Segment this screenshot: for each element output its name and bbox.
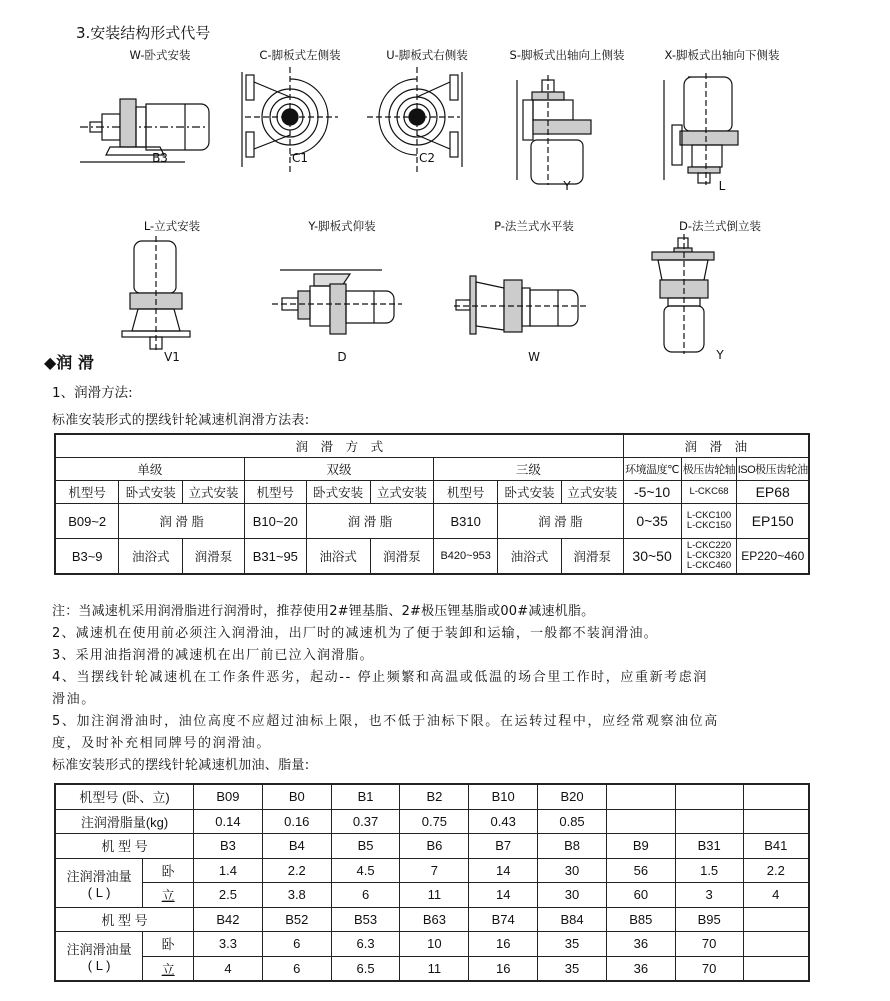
col-vertical: 立式安装 — [183, 481, 245, 504]
model-cell: B6 — [400, 834, 469, 859]
model-cell: B310 — [434, 504, 498, 539]
model-cell: B95 — [675, 907, 743, 932]
oil-col-gear: 极压齿轮轴 — [681, 458, 737, 481]
stage-single: 单级 — [55, 458, 244, 481]
model-cell: B31 — [675, 834, 743, 859]
value-cell: 60 — [606, 883, 675, 908]
value-cell: 2.2 — [743, 858, 809, 883]
model-cell: B31~95 — [244, 539, 306, 575]
value-cell: 10 — [400, 932, 469, 957]
method-cell: 油浴式 — [119, 539, 183, 575]
row-label: 机 型 号 — [55, 834, 194, 859]
value-cell: 11 — [400, 883, 469, 908]
col-horizontal: 卧式安装 — [306, 481, 370, 504]
value-cell: 35 — [538, 932, 607, 957]
model-cell: B09 — [194, 784, 263, 809]
gear-oil-grade: L-CKC150 — [686, 520, 732, 531]
shaft-up-side-mount-drawing — [487, 65, 647, 185]
oil-quantity-label — [55, 858, 143, 907]
value-cell: 0.14 — [194, 809, 263, 834]
value-cell: 3.8 — [262, 883, 331, 908]
figure-caption: W-卧式安装 — [129, 48, 191, 62]
col-model: 机型号 — [55, 481, 119, 504]
note-line: 2、减速机在使用前必须注入润滑油，出厂时的减速机为了便于装卸和运输，一般都不装润滑油。 — [52, 626, 658, 641]
model-cell: B420~953 — [434, 539, 498, 575]
ceiling-foot-mount-drawing — [262, 236, 422, 351]
figure-caption: C-脚板式左侧装 — [259, 48, 341, 62]
row-label: 注润滑脂量(kg) — [55, 809, 194, 834]
figure-code: W — [528, 350, 540, 364]
row-label: 机型号 (卧、立) — [55, 784, 194, 809]
lubrication-heading: ◆润 滑 — [44, 353, 94, 372]
value-cell: 14 — [469, 858, 538, 883]
note-line: 度，及时补充相同牌号的润滑油。 — [52, 736, 272, 751]
figure-caption: P-法兰式水平装 — [494, 219, 574, 233]
oil-gear — [681, 504, 737, 539]
model-cell: B10 — [469, 784, 538, 809]
oil-col-temp: 环境温度℃ — [623, 458, 681, 481]
gear-oil-grade: L-CKC460 — [686, 560, 732, 571]
value-cell: 6 — [331, 883, 400, 908]
value-cell: 16 — [469, 932, 538, 957]
col-vertical: 立式安装 — [561, 481, 623, 504]
figure-caption: S-脚板式出轴向上侧装 — [509, 48, 625, 62]
mount-figure-l — [92, 218, 252, 363]
oil-iso: EP68 — [737, 481, 809, 504]
table2-caption: 标准安装形式的摆线针轮减速机加油、脂量: — [52, 758, 310, 773]
model-cell: B74 — [469, 907, 538, 932]
method-cell: 润 滑 脂 — [498, 504, 623, 539]
col-horizontal: 卧式安装 — [498, 481, 562, 504]
model-cell: B53 — [331, 907, 400, 932]
note-line: 滑油。 — [52, 692, 96, 707]
value-cell: 70 — [675, 932, 743, 957]
value-cell: 7 — [400, 858, 469, 883]
mount-figure-w — [80, 47, 240, 197]
method-cell: 润滑泵 — [370, 539, 434, 575]
vertical-label: 立 — [143, 956, 194, 981]
mount-figure-s — [487, 47, 647, 197]
model-cell: B09~2 — [55, 504, 119, 539]
oil-col-iso: ISO极压齿轮油 — [737, 458, 809, 481]
value-cell: 2.2 — [262, 858, 331, 883]
vertical-label: 立 — [143, 883, 194, 908]
value-cell: 0.75 — [400, 809, 469, 834]
value-cell: 3 — [675, 883, 743, 908]
model-cell: B9 — [606, 834, 675, 859]
model-cell: B52 — [262, 907, 331, 932]
oil-gear: L-CKC68 — [681, 481, 737, 504]
table-row — [55, 834, 809, 859]
table-row — [55, 858, 809, 883]
table-row — [55, 504, 809, 539]
figure-code: V1 — [164, 350, 180, 364]
note-line: 4、当摆线针轮减速机在工作条件恶劣，起动-- 停止频繁和高温或低温的场合里工作时，应重新考虑润 — [52, 670, 708, 685]
table-row — [55, 809, 809, 834]
figure-code: D — [337, 350, 347, 364]
table-row — [55, 907, 809, 932]
note-line: 3、采用油指润滑的减速机在出厂前已泣入润滑脂。 — [52, 648, 374, 663]
value-cell: 6.5 — [331, 956, 400, 981]
method-cell: 润滑泵 — [561, 539, 623, 575]
unit-label: ( L ) — [87, 884, 111, 900]
value-cell: 36 — [606, 932, 675, 957]
model-cell: B41 — [743, 834, 809, 859]
model-cell: B0 — [262, 784, 331, 809]
model-cell — [606, 784, 675, 809]
model-cell — [743, 784, 809, 809]
figure-code: C2 — [418, 151, 435, 165]
value-cell: 16 — [469, 956, 538, 981]
model-cell: B20 — [538, 784, 607, 809]
gear-oil-grade: L-CKC320 — [686, 550, 732, 561]
value-cell: 4.5 — [331, 858, 400, 883]
figure-caption: L-立式安装 — [143, 219, 201, 233]
note-line: 注：当减速机采用润滑脂进行润滑时，推荐使用2#锂基脂、2#极压锂基脂或00#减速机脂。 — [52, 604, 595, 619]
value-cell: 56 — [606, 858, 675, 883]
value-cell — [743, 956, 809, 981]
figure-code: C1 — [291, 151, 308, 165]
gear-oil-grade: L-CKC100 — [686, 510, 732, 521]
row-label: 机 型 号 — [55, 907, 194, 932]
value-cell: 11 — [400, 956, 469, 981]
table-row — [55, 539, 809, 575]
value-cell: 0.16 — [262, 809, 331, 834]
table-row — [55, 784, 809, 809]
value-cell: 14 — [469, 883, 538, 908]
table-row — [55, 932, 809, 957]
oil-temp: 30~50 — [623, 539, 681, 575]
value-cell: 3.3 — [194, 932, 263, 957]
figure-caption: D-法兰式倒立装 — [678, 219, 761, 233]
shaft-down-side-mount-drawing — [642, 65, 802, 185]
col-model: 机型号 — [244, 481, 306, 504]
vertical-mount-drawing — [92, 236, 252, 351]
model-cell: B63 — [400, 907, 469, 932]
stage-triple: 三级 — [434, 458, 623, 481]
horizontal-label: 卧 — [143, 932, 194, 957]
model-cell: B1 — [331, 784, 400, 809]
col-horizontal: 卧式安装 — [119, 481, 183, 504]
section-title: 3.安装结构形式代号 — [76, 24, 211, 42]
figure-code: B3 — [152, 151, 168, 165]
value-cell: 70 — [675, 956, 743, 981]
col-model: 机型号 — [434, 481, 498, 504]
stage-double: 双级 — [244, 458, 433, 481]
model-cell: B4 — [262, 834, 331, 859]
oil-iso: EP220~460 — [737, 539, 809, 575]
figure-caption: Y-脚板式仰装 — [308, 219, 376, 233]
oil-header: 润 滑 油 — [623, 434, 809, 458]
value-cell: 6 — [262, 956, 331, 981]
oil-temp: -5~10 — [623, 481, 681, 504]
method-cell: 润滑泵 — [183, 539, 245, 575]
value-cell: 4 — [194, 956, 263, 981]
method-cell: 油浴式 — [306, 539, 370, 575]
value-cell: 35 — [538, 956, 607, 981]
figure-code: L — [718, 179, 726, 193]
row-label: 注润滑油量 — [66, 942, 132, 957]
oil-gear — [681, 539, 737, 575]
value-cell: 2.5 — [194, 883, 263, 908]
value-cell: 36 — [606, 956, 675, 981]
model-cell — [743, 907, 809, 932]
model-cell: B8 — [538, 834, 607, 859]
figure-code: Y — [563, 179, 571, 193]
table1-caption: 标准安装形式的摆线针轮减速机润滑方法表: — [52, 413, 310, 428]
model-cell: B84 — [538, 907, 607, 932]
inverted-flange-mount-drawing — [640, 234, 800, 354]
horizontal-flange-mount-drawing — [454, 236, 614, 351]
model-cell: B10~20 — [244, 504, 306, 539]
mount-figure-y — [262, 218, 422, 363]
oil-quantity-label — [55, 932, 143, 982]
unit-label: ( L ) — [87, 958, 111, 973]
value-cell: 1.5 — [675, 858, 743, 883]
method-header: 润 滑 方 式 — [55, 434, 623, 458]
model-cell: B3~9 — [55, 539, 119, 575]
value-cell — [743, 932, 809, 957]
table-row — [55, 883, 809, 908]
model-cell: B7 — [469, 834, 538, 859]
model-cell: B5 — [331, 834, 400, 859]
value-cell: 30 — [538, 883, 607, 908]
value-cell — [606, 809, 675, 834]
method-cell: 油浴式 — [498, 539, 562, 575]
method-heading: 1、润滑方法: — [52, 385, 133, 401]
mount-figure-d — [640, 218, 800, 363]
oil-iso: EP150 — [737, 504, 809, 539]
mount-figure-u — [347, 47, 507, 197]
value-cell — [743, 809, 809, 834]
value-cell: 0.37 — [331, 809, 400, 834]
row-label: 注润滑油量 — [66, 868, 132, 884]
col-vertical: 立式安装 — [370, 481, 434, 504]
mount-figure-x — [642, 47, 802, 197]
table-row — [55, 956, 809, 981]
figure-caption: X-脚板式出轴向下侧装 — [664, 48, 780, 62]
model-cell: B85 — [606, 907, 675, 932]
figure-code: Y — [716, 348, 724, 362]
model-cell: B3 — [194, 834, 263, 859]
method-cell: 润 滑 脂 — [119, 504, 244, 539]
value-cell: 0.43 — [469, 809, 538, 834]
value-cell: 30 — [538, 858, 607, 883]
method-cell: 润 滑 脂 — [306, 504, 433, 539]
gear-oil-grade: L-CKC220 — [686, 540, 732, 551]
horizontal-label: 卧 — [143, 858, 194, 883]
value-cell — [675, 809, 743, 834]
model-cell: B2 — [400, 784, 469, 809]
value-cell: 6.3 — [331, 932, 400, 957]
value-cell: 1.4 — [194, 858, 263, 883]
figure-caption: U-脚板式右侧装 — [386, 48, 468, 62]
lubrication-method-table — [54, 433, 810, 575]
oil-quantity-table — [54, 783, 810, 982]
value-cell: 0.85 — [538, 809, 607, 834]
note-line: 5、加注润滑油时，油位高度不应超过油标上限，也不低于油标下限。在运转过程中，应经常观察油位高 — [52, 714, 719, 729]
model-cell: B42 — [194, 907, 263, 932]
oil-temp: 0~35 — [623, 504, 681, 539]
mount-figure-p — [454, 218, 614, 363]
model-cell — [675, 784, 743, 809]
value-cell: 4 — [743, 883, 809, 908]
value-cell: 6 — [262, 932, 331, 957]
